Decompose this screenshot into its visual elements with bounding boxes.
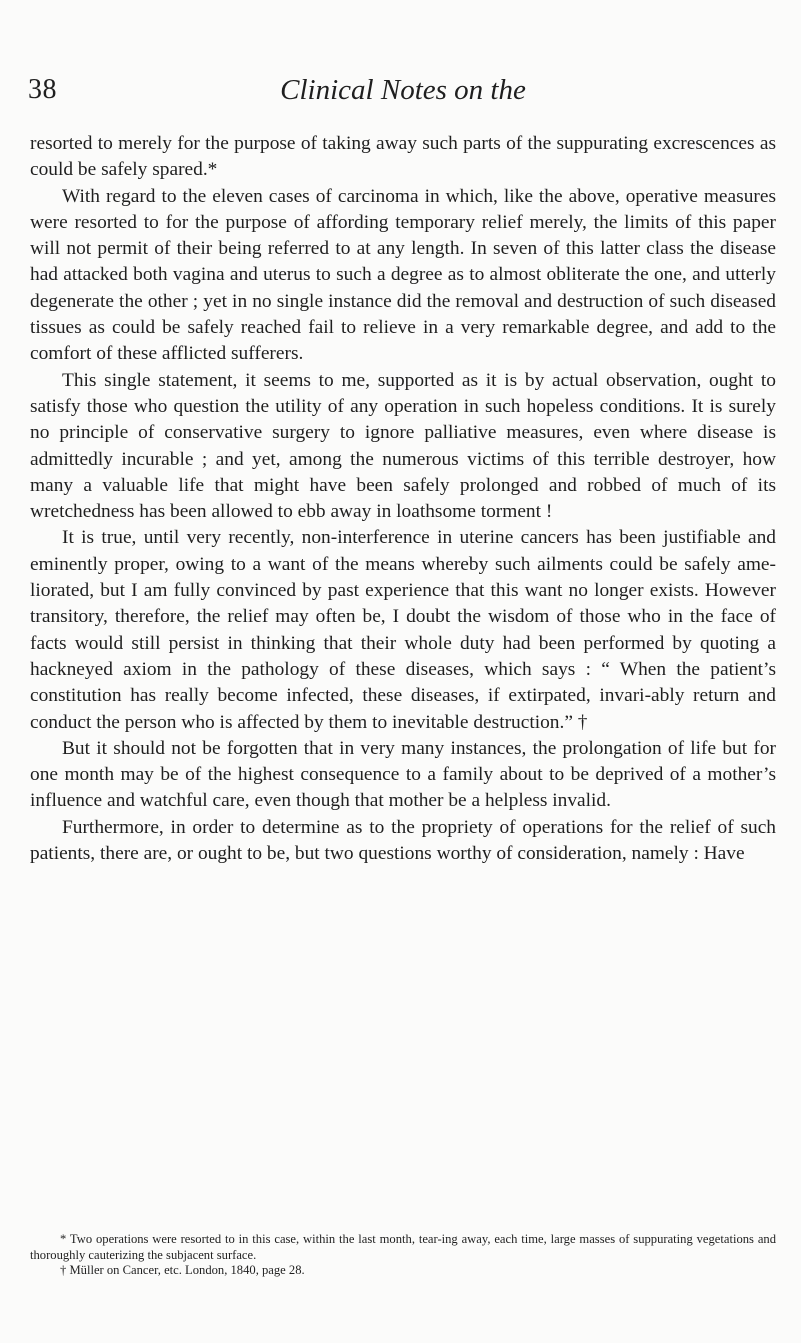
footnotes [30,1232,776,1279]
paragraph-6: Furthermore, in order to determine as to the propriety of operations for the relief of such patients, there are, or ought to be, but two questions worthy of consideration, namely : Have [30,816,776,865]
paragraph-5: But it should not be forgotten that in very many instances, the prolongation of life but for one month may be of the highest consequence to a family about to be deprived of a mother’s influence and watchful care, even though that mother be a helpless invalid. [30,737,776,812]
body-text [30,131,776,867]
paragraph-1: resorted to merely for the purpose of taking away such parts of the suppurating excrescences as could be safely spared.* [30,133,776,181]
running-title: Clinical Notes on the [280,74,526,106]
paragraph-2: With regard to the eleven cases of carcinoma in which, like the above, operative measures were resorted to for the purpose of affording temporary relief merely, the limits of this paper will not permit of their being referred to at any length. In seven of this latter class the disease had attacked both vagina and uterus to such a degree as to almost obliterate the one, and utterly degenerate the other ; yet in no single instance did the removal and destruction of such diseased tissues as could be safely reached fail to relieve in a very remarkable degree, and add to the comfort of these afflicted sufferers. [30,185,776,365]
footnote-2: † Müller on Cancer, etc. London, 1840, page 28. [60,1263,305,1278]
footnote-1: * Two operations were resorted to in this case, within the last month, tear-ing away, each time, large masses of suppurating vegetations and thoroughly cauterizing the subjacent surface. [30,1232,776,1262]
paragraph-3: This single statement, it seems to me, supported as it is by actual observation, ought to satisfy those who question the utility of any operation in such hopeless conditions. It is surely no principle of conservative surgery to ignore palliative measures, even where disease is admittedly incurable ; and yet, among the numerous victims of this terrible destroyer, how many a valuable life that might have been safely prolonged and robbed of much of its wretchedness has been allowed to ebb away in loathsome torment ! [30,369,776,523]
paragraph-4: It is true, until very recently, non-interference in uterine cancers has been justifiable and eminently proper, owing to a want of the means whereby such ailments could be safely ame-liorated, but I am fully convinced by past experience that this want no longer exists. However transitory, therefore, the relief may often be, I doubt the wisdom of those who in the face of facts would still persist in thinking that their whole duty had been performed by quoting a hackneyed axiom in the pathology of these diseases, which says : “ When the patient’s constitution has really become infected, these diseases, if extirpated, invari-ably return and conduct the person who is affected by them to inevitable destruction.” † [30,527,776,733]
page-number: 38 [28,74,57,105]
page-header [28,74,778,114]
